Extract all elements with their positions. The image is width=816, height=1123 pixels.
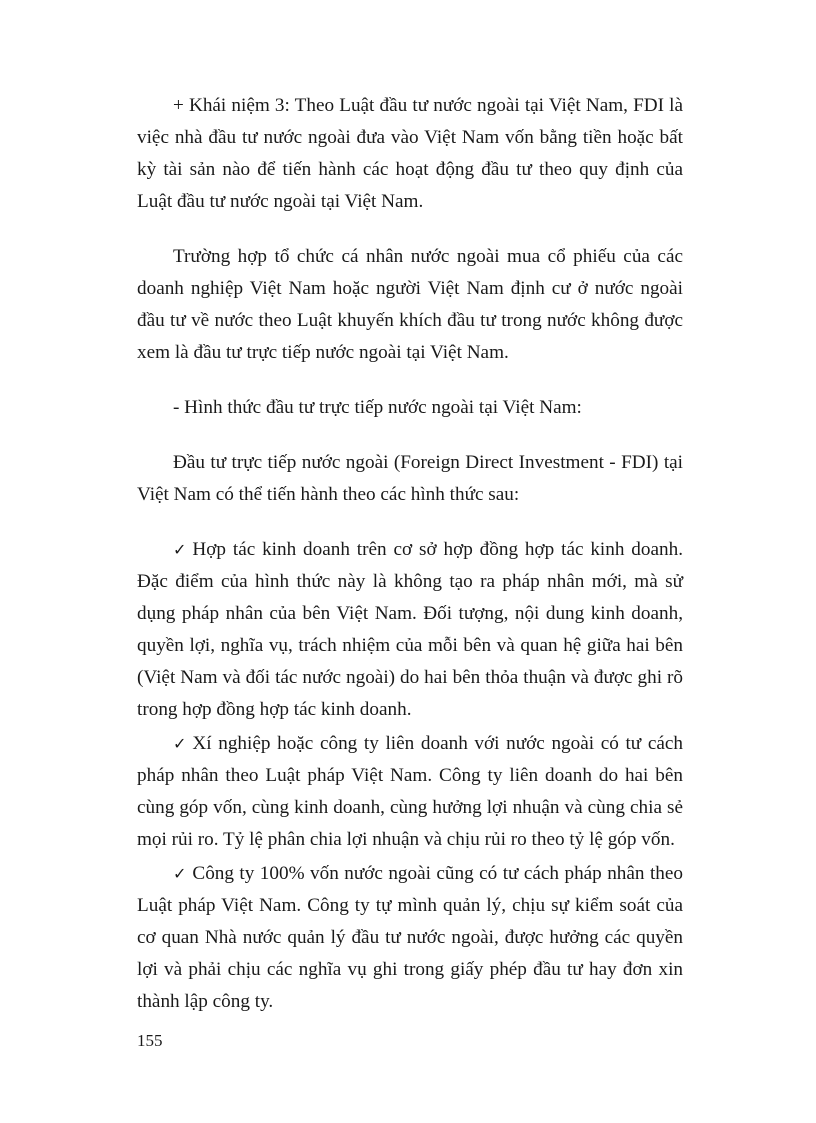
bullet-text: Xí nghiệp hoặc công ty liên doanh với nước ngoài có tư cách pháp nhân theo Luật pháp Việt Nam. Công ty liên doanh do hai bên cùng góp vốn, cùng kinh doanh, cùng hưởng lợi nhuận và cùng chia sẻ mọi rủi ro. Tỷ lệ phân chia lợi nhuận và chịu rủi ro theo tỷ lệ góp vốn. [137,733,683,850]
paragraph-fdi-forms-heading: - Hình thức đầu tư trực tiếp nước ngoài tại Việt Nam: [173,397,582,418]
checkmark-icon: ✓ [173,540,187,559]
page-number: 155 [137,1031,163,1050]
paragraph-fdi-forms-intro: Đầu tư trực tiếp nước ngoài (Foreign Direct Investment - FDI) tại Việt Nam có thể tiến hành theo các hình thức sau: [137,452,683,505]
bullet-text: Công ty 100% vốn nước ngoài cũng có tư cách pháp nhân theo Luật pháp Việt Nam. Công ty tự mình quản lý, chịu sự kiểm soát của cơ quan Nhà nước quản lý đầu tư nước ngoài, được hưởng các quyền lợi và phải chịu các nghĩa vụ ghi trong giấy phép đầu tư hay đơn xin thành lập công ty. [137,863,683,1012]
paragraph-concept-3: + Khái niệm 3: Theo Luật đầu tư nước ngoài tại Việt Nam, FDI là việc nhà đầu tư nước ngoài đưa vào Việt Nam vốn bằng tiền hoặc bất kỳ tài sản nào để tiến hành các hoạt động đầu tư theo quy định của Luật đầu tư nước ngoài tại Việt Nam. [137,95,683,212]
paragraph-share-purchase-case: Trường hợp tổ chức cá nhân nước ngoài mua cổ phiếu của các doanh nghiệp Việt Nam hoặc người Việt Nam định cư ở nước ngoài đầu tư về nước theo Luật khuyến khích đầu tư trong nước không được xem là đầu tư trực tiếp nước ngoài tại Việt Nam. [137,246,683,363]
bullet-joint-venture [137,728,683,856]
checkmark-icon: ✓ [173,734,187,753]
document-body [137,90,683,1018]
bullet-foreign-owned-company [137,858,683,1018]
bullet-business-cooperation [137,534,683,726]
checkmark-icon: ✓ [173,864,187,883]
bullet-text: Hợp tác kinh doanh trên cơ sở hợp đồng hợp tác kinh doanh. Đặc điểm của hình thức này là không tạo ra pháp nhân mới, mà sử dụng pháp nhân của bên Việt Nam. Đối tượng, nội dung kinh doanh, quyền lợi, nghĩa vụ, trách nhiệm của mỗi bên và quan hệ giữa hai bên (Việt Nam và đối tác nước ngoài) do hai bên thỏa thuận và được ghi rõ trong hợp đồng hợp tác kinh doanh. [137,539,683,720]
